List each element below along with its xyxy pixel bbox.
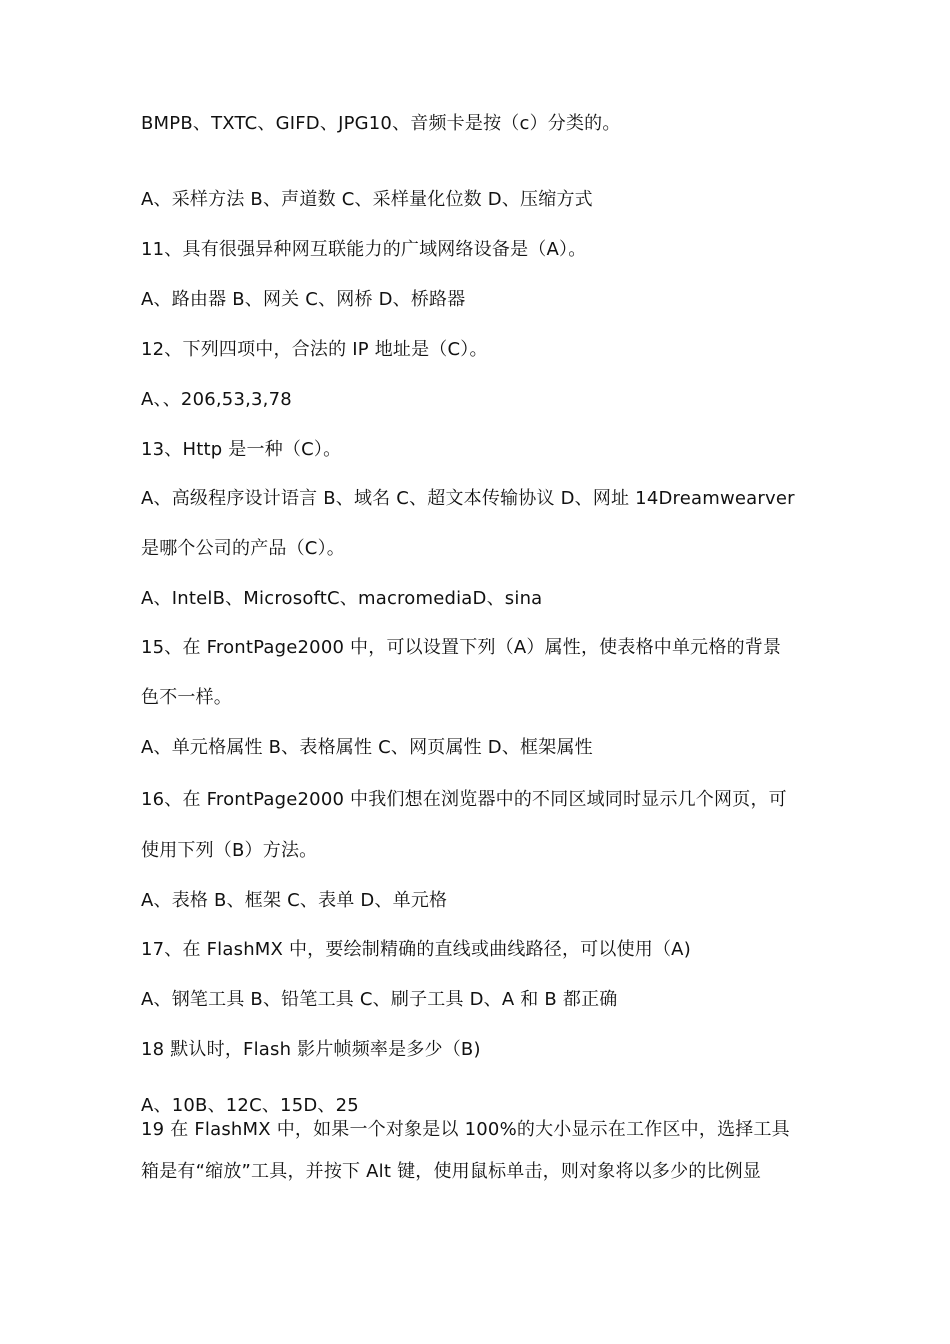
text-line-1: BMPB、TXTC、GIFD、JPG10、音频卡是按（c）分类的。 bbox=[141, 113, 621, 134]
text-line-4: A、路由器 B、网关 C、网桥 D、桥路器 bbox=[141, 289, 466, 310]
text-line-2: A、采样方法 B、声道数 C、采样量化位数 D、压缩方式 bbox=[141, 189, 593, 210]
text-line-3: 11、具有很强异种网互联能力的广域网络设备是（A）。 bbox=[141, 239, 587, 260]
text-line-11: 15、在 FrontPage2000 中，可以设置下列（A）属性，使表格中单元格的背景 bbox=[141, 637, 782, 658]
text-line-7: 13、Http 是一种（C）。 bbox=[141, 439, 342, 460]
text-line-10: A、IntelB、MicrosoftC、macromediaD、sina bbox=[141, 588, 543, 609]
text-line-15: 使用下列（B）方法。 bbox=[141, 840, 318, 861]
text-line-6: A、、206,53,3,78 bbox=[141, 389, 292, 410]
text-line-22: 箱是有“缩放”工具，并按下 Alt 键，使用鼠标单击，则对象将以多少的比例显 bbox=[141, 1161, 762, 1182]
text-line-5: 12、下列四项中，合法的 IP 地址是（C）。 bbox=[141, 339, 488, 360]
text-line-18: A、钢笔工具 B、铅笔工具 C、刷子工具 D、A 和 B 都正确 bbox=[141, 989, 618, 1010]
text-line-16: A、表格 B、框架 C、表单 D、单元格 bbox=[141, 890, 448, 911]
text-line-20: A、10B、12C、15D、25 bbox=[141, 1095, 359, 1116]
text-line-8: A、高级程序设计语言 B、域名 C、超文本传输协议 D、网址 14Dreamwearver bbox=[141, 488, 795, 509]
text-line-14: 16、在 FrontPage2000 中我们想在浏览器中的不同区域同时显示几个网页，可 bbox=[141, 789, 787, 810]
text-line-13: A、单元格属性 B、表格属性 C、网页属性 D、框架属性 bbox=[141, 737, 593, 758]
text-line-17: 17、在 FlashMX 中，要绘制精确的直线或曲线路径，可以使用（A) bbox=[141, 939, 691, 960]
text-line-21: 19 在 FlashMX 中，如果一个对象是以 100%的大小显示在工作区中，选择工具 bbox=[141, 1119, 790, 1140]
text-line-12: 色不一样。 bbox=[141, 687, 232, 708]
text-line-9: 是哪个公司的产品（C）。 bbox=[141, 538, 345, 559]
text-line-19: 18 默认时，Flash 影片帧频率是多少（B) bbox=[141, 1039, 481, 1060]
